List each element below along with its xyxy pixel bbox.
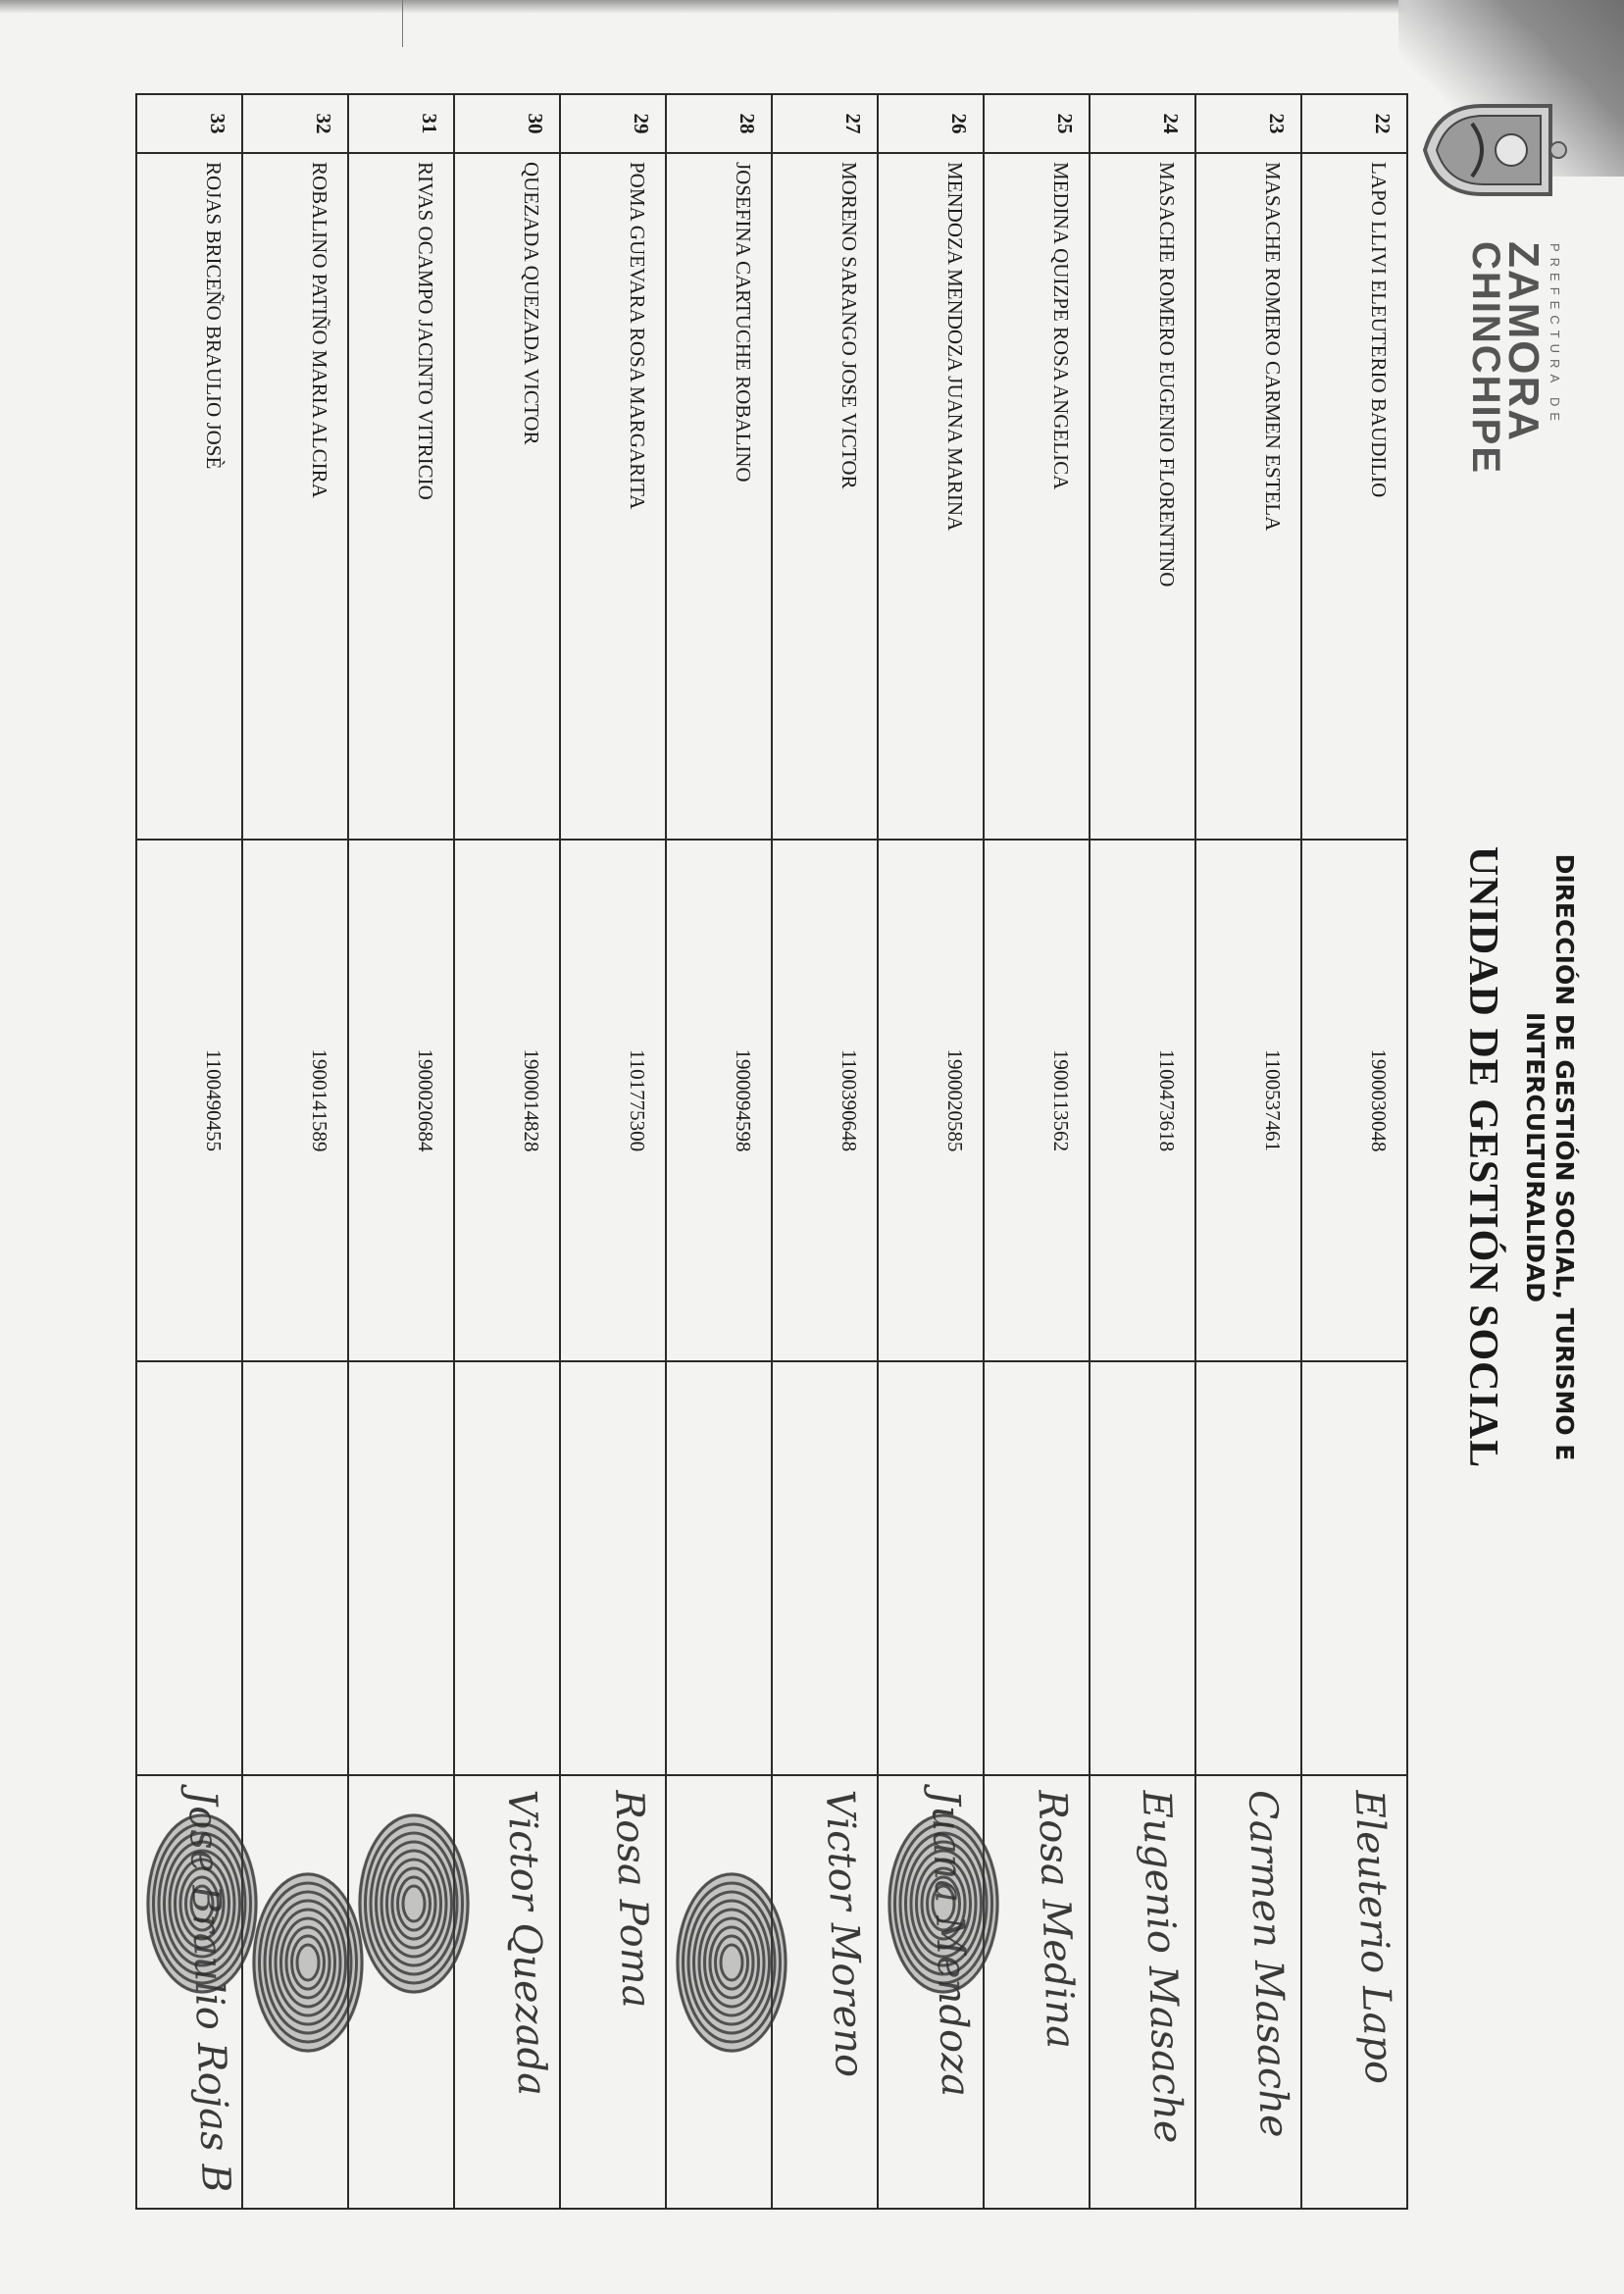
table-row [136,94,242,2209]
id-number: 1900020684 [348,840,454,1361]
handwritten-signature: Victor Moreno [816,1789,873,2078]
table-row [1301,94,1407,2209]
id-number: 1100537461 [1195,840,1301,1361]
prefectura-logo [1403,96,1570,567]
handwritten-signature: Carmen Masache [1239,1789,1297,2139]
empty-cell [878,1361,984,1775]
row-number: 28 [666,94,772,153]
empty-cell [136,1361,242,1775]
handwritten-signature: Victor Quezada [498,1789,555,2097]
signature-cell [1195,1775,1301,2209]
signature-cell [1090,1775,1195,2209]
person-name: JOSEFINA CARTUCHE ROBALINO [666,153,772,840]
person-name: ROBALINO PATIÑO MARIA ALCIRA [242,153,348,840]
id-number: 1900141589 [242,840,348,1361]
person-name: ROJAS BRICEÑO BRAULIO JOSÈ [136,153,242,840]
signature-cell [136,1775,242,2209]
direction-line-2: INTERCULTURALIDAD [1521,1011,1549,1303]
scan-shadow [0,0,1624,14]
empty-cell [348,1361,454,1775]
empty-cell [666,1361,772,1775]
handwritten-signature: Eleuterio Lapo [1345,1789,1402,2085]
empty-cell [1301,1361,1407,1775]
id-number: 1900020585 [878,840,984,1361]
id-number: 1100490455 [136,840,242,1361]
fingerprint-icon [249,1864,367,2061]
person-name: POMA GUEVARA ROSA MARGARITA [560,153,666,840]
fingerprint-icon [143,1806,261,2002]
empty-cell [560,1361,666,1775]
person-name: MORENO SARANGO JOSE VICTOR [772,153,878,840]
row-number: 23 [1195,94,1301,153]
row-number: 24 [1090,94,1195,153]
table-row [666,94,772,2209]
row-number: 29 [560,94,666,153]
person-name: MASACHE ROMERO EUGENIO FLORENTINO [1090,153,1195,840]
person-name: LAPO LLIVI ELEUTERIO BAUDILIO [1301,153,1407,840]
person-name: QUEZADA QUEZADA VICTOR [454,153,560,840]
fingerprint-icon [885,1806,1002,2002]
id-number: 1900030048 [1301,840,1407,1361]
person-name: RIVAS OCAMPO JACINTO VITRICIO [348,153,454,840]
row-number: 27 [772,94,878,153]
row-number: 22 [1301,94,1407,153]
logo-line-1: ZAMORA [1499,241,1548,443]
person-name: MASACHE ROMERO CARMEN ESTELA [1195,153,1301,840]
empty-cell [772,1361,878,1775]
empty-cell [242,1361,348,1775]
id-number: 1101775300 [560,840,666,1361]
person-name: MENDOZA MENDOZA JUANA MARINA [878,153,984,840]
signature-cell [666,1775,772,2209]
person-name: MEDINA QUIZPE ROSA ANGELICA [984,153,1090,840]
id-number: 1900113562 [984,840,1090,1361]
table-row [1090,94,1195,2209]
signature-cell [878,1775,984,2209]
id-number: 1900014828 [454,840,560,1361]
table-row [560,94,666,2209]
id-number: 1900094598 [666,840,772,1361]
coat-of-arms-icon [1423,96,1570,204]
handwritten-signature: Juana Mendoza [922,1789,979,2098]
row-number: 31 [348,94,454,153]
attendance-table [135,93,1408,2210]
signature-cell [560,1775,666,2209]
empty-cell [1090,1361,1195,1775]
signature-cell [1301,1775,1407,2209]
logo-prefix: PREFECTURA DE [1548,243,1562,428]
id-number: 1100473618 [1090,840,1195,1361]
id-number: 1100390648 [772,840,878,1361]
direction-title [1520,667,1579,1648]
table-row [1195,94,1301,2209]
direction-line-1: DIRECCIÓN DE GESTIÓN SOCIAL, TURISMO E [1550,853,1579,1461]
fingerprint-icon [355,1806,473,2002]
handwritten-signature: Rosa Poma [606,1789,659,2010]
row-number: 30 [454,94,560,153]
row-number: 25 [984,94,1090,153]
handwritten-signature: Rosa Medina [1029,1789,1084,2050]
rotated-page [109,39,1624,2231]
logo-line-2: CHINCHIPE [1464,241,1507,476]
handwritten-signature: Jose Braulio Rojas B [178,1789,239,2194]
table-row [878,94,984,2209]
unit-title: UNIDAD DE GESTIÓN SOCIAL [1460,845,1505,1469]
empty-cell [1195,1361,1301,1775]
empty-cell [454,1361,560,1775]
row-number: 32 [242,94,348,153]
row-number: 33 [136,94,242,153]
fingerprint-icon [673,1864,790,2061]
row-number: 26 [878,94,984,153]
empty-cell [984,1361,1090,1775]
handwritten-signature: Eugenio Masache [1133,1789,1192,2145]
